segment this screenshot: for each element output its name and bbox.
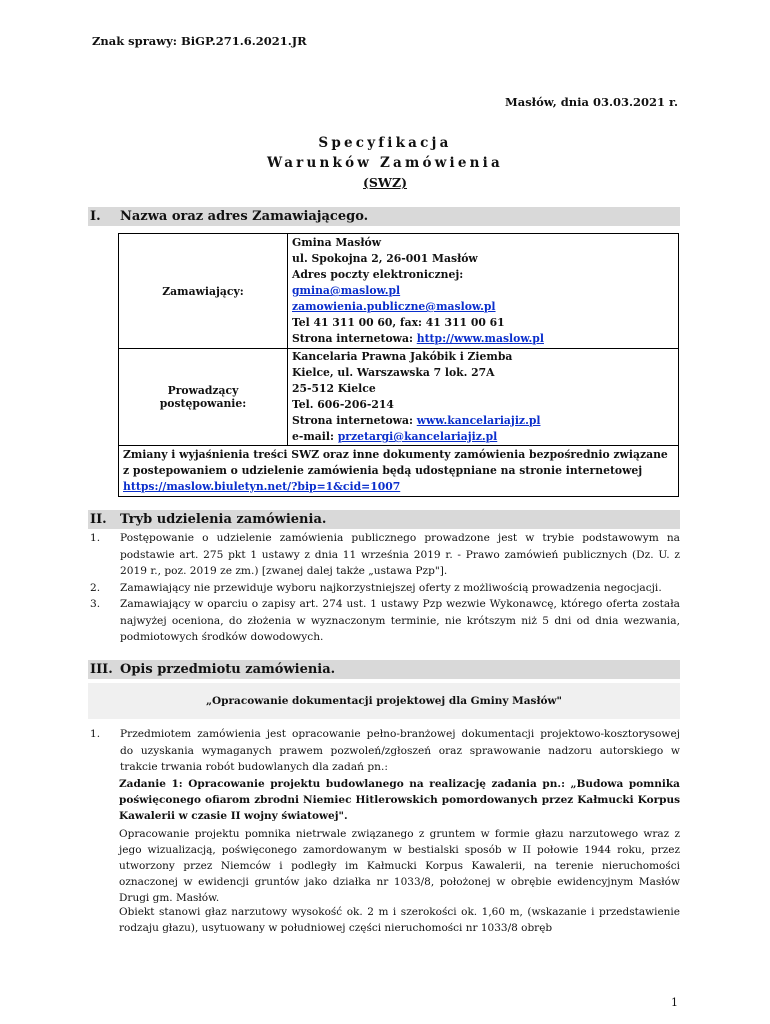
subject-list xyxy=(88,726,680,776)
authority-web-label: Strona internetowa: xyxy=(292,332,417,345)
document-title xyxy=(0,133,770,193)
list-item: 1. Przedmiotem zamówienia jest opracowanie pełno-branżowej dokumentacji projektowo-kosztorysowej do uzyskania wymaganych prawem pozwoleń/zgłoszeń oraz sprawowanie nadzoru autorskiego w trakcie trwania robót budowlanych dla zadań pn.: xyxy=(90,728,680,773)
firm-web-label: Strona internetowa: xyxy=(292,414,417,427)
firm-web-link[interactable]: www.kancelariajiz.pl xyxy=(416,414,541,427)
section-1-number: I. xyxy=(90,209,101,224)
section-1-title: Nazwa oraz adres Zamawiającego. xyxy=(120,209,369,224)
subject-title: „Opracowanie dokumentacji projektowej dla Gminy Masłów" xyxy=(88,683,680,719)
date-line: Masłów, dnia 03.03.2021 r. xyxy=(505,95,678,109)
authority-address: ul. Spokojna 2, 26-001 Masłów xyxy=(292,252,478,265)
notice-line-1: Zmiany i wyjaśnienia treści SWZ oraz inne dokumenty zamówienia bezpośrednio związane xyxy=(123,448,668,461)
list-item: 2. Zamawiający nie przewiduje wyboru najkorzystniejszej oferty z możliwością prowadzenia negocjacji. xyxy=(90,581,662,594)
contracting-authority-table xyxy=(118,233,679,497)
section-2-number: II. xyxy=(90,512,107,527)
notice-line-2: z postepowaniem o udzielenie zamówienia będą udostępniane na stronie internetowej xyxy=(123,464,643,477)
list-item: 3. Zamawiający w oparciu o zapisy art. 274 ust. 1 ustawy Pzp wezwie Wykonawcę, którego oferta została najwyżej oceniona, do złożenia w wyznaczonym terminie, nie krótszym niż 5 dni od dnia wezwania, podmiotowych środków dowodowych. xyxy=(90,598,680,643)
task-1-heading: Zadanie 1: Opracowanie projektu budowlanego na realizację zadania pn.: „Budowa pomnika poświęconego ofiarom zbrodni Niemiec Hitlerowskich pomordowanych przez Kałmucki Korpus Kawalerii w czasie II wojny światowej". xyxy=(119,778,680,822)
contracting-authority-label: Zamawiający: xyxy=(119,234,288,349)
firm-name: Kancelaria Prawna Jakóbik i Ziemba xyxy=(292,350,513,363)
procedure-list xyxy=(88,530,680,646)
section-2-title: Tryb udzielenia zamówienia. xyxy=(120,512,327,527)
table-row xyxy=(119,349,679,446)
title-line-3: (SWZ) xyxy=(362,175,408,190)
firm-phone: Tel. 606-206-214 xyxy=(292,398,394,411)
section-1-heading xyxy=(88,207,680,226)
firm-email-label: e-mail: xyxy=(292,430,338,443)
page-number: 1 xyxy=(671,996,678,1009)
authority-phone: Tel 41 311 00 60, fax: 41 311 00 61 xyxy=(292,316,505,329)
authority-email-link-1[interactable]: gmina@maslow.pl xyxy=(292,284,401,297)
table-row xyxy=(119,446,679,497)
list-item: 1. Postępowanie o udzielenie zamówienia publicznego prowadzone jest w trybie podstawowym na podstawie art. 275 pkt 1 ustawy z dnia 11 września 2019 r. - Prawo zamówień publicznych (Dz. U. z 2019 r., poz. 2019 ze zm.) [zwanej dalej także „ustawa Pzp"]. xyxy=(90,532,680,577)
paragraph-2: Obiekt stanowi głaz narzutowy wysokość ok. 2 m i szerokości ok. 1,60 m, (wskazanie i przedstawienie rodzaju głazu), usytuowany w południowej części nieruchomości nr 1033/8 obręb xyxy=(119,906,680,934)
contracting-authority-details xyxy=(288,234,679,349)
section-2-heading xyxy=(88,510,680,529)
authority-email-label: Adres poczty elektronicznej: xyxy=(292,268,464,281)
paragraph-1: Opracowanie projektu pomnika nietrwale związanego z gruntem w formie głazu narzutowego wraz z jego wizualizacją, poświęconego zamordowanym w bestialski sposób w II połowie 1944 roku, przez utworzony przez Niemców i podległy im Kałmucki Korpus Kawalerii, na terenie nieruchomości oznaczonej w ewidencji gruntów jako działka nr 1033/8, położonej w obrębie ewidencyjnym Masłów Drugi gm. Masłów. xyxy=(119,828,680,904)
section-3-heading xyxy=(88,660,680,679)
firm-address: Kielce, ul. Warszawska 7 lok. 27A xyxy=(292,366,495,379)
firm-email-link[interactable]: przetargi@kancelariajiz.pl xyxy=(337,430,498,443)
title-line-2: Warunków Zamówienia xyxy=(267,155,503,171)
table-row xyxy=(119,234,679,349)
authority-web-link[interactable]: http://www.maslow.pl xyxy=(416,332,544,345)
case-number: Znak sprawy: BiGP.271.6.2021.JR xyxy=(92,34,307,48)
bip-link[interactable]: https://maslow.biuletyn.net/?bip=1&cid=1007 xyxy=(123,480,401,493)
authority-email-link-2[interactable]: zamowienia.publiczne@maslow.pl xyxy=(292,300,496,313)
section-3-number: III. xyxy=(90,662,113,677)
notice-cell xyxy=(119,446,679,497)
proceeding-manager-label: Prowadzący postępowanie: xyxy=(119,349,288,446)
title-line-1: Specyfikacja xyxy=(318,135,452,151)
firm-postal: 25-512 Kielce xyxy=(292,382,376,395)
proceeding-manager-details xyxy=(288,349,679,446)
section-3-title: Opis przedmiotu zamówienia. xyxy=(120,662,336,677)
authority-name: Gmina Masłów xyxy=(292,236,382,249)
